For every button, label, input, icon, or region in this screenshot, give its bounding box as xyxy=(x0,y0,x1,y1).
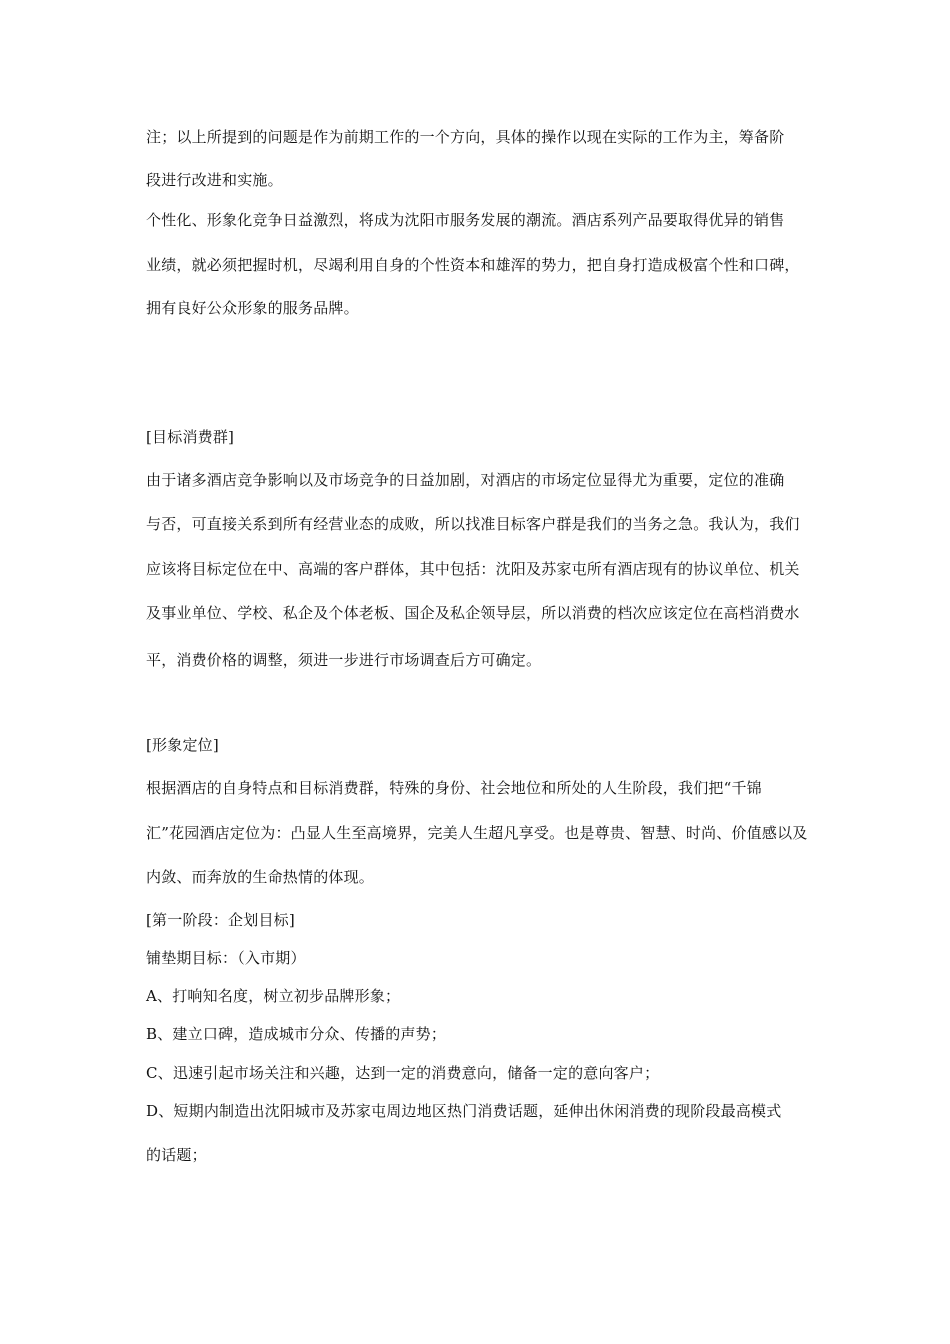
intro-line-1: 个性化、形象化竞争日益激烈，将成为沈阳市服务发展的潮流。酒店系列产品要取得优异的销售 xyxy=(146,211,785,229)
phase-one-subheading: 铺垫期目标：（入市期） xyxy=(146,949,306,967)
phase-one-item-a: A、打响知名度，树立初步品牌形象； xyxy=(146,987,401,1005)
image-positioning-line-1: 根据酒店的自身特点和目标消费群，特殊的身份、社会地位和所处的人生阶段，我们把“千锦 xyxy=(146,779,762,797)
image-positioning-heading: [形象定位] xyxy=(146,736,219,754)
target-group-line-2: 与否，可直接关系到所有经营业态的成败，所以找准目标客户群是我们的当务之急。我认为，我们 xyxy=(146,515,800,533)
note-line-1: 注；以上所提到的问题是作为前期工作的一个方向，具体的操作以现在实际的工作为主，筹备阶 xyxy=(146,128,785,146)
phase-one-item-d: D、短期内制造出沈阳城市及苏家屯周边地区热门消费话题，延伸出休闲消费的现阶段最高模式 xyxy=(146,1102,782,1120)
target-group-heading: [目标消费群] xyxy=(146,428,235,446)
phase-one-item-d-continued: 的话题； xyxy=(146,1146,207,1164)
image-positioning-line-2: 汇”花园酒店定位为：凸显人生至高境界，完美人生超凡享受。也是尊贵、智慧、时尚、价值感以及 xyxy=(146,824,808,842)
intro-line-3: 拥有良好公众形象的服务品牌。 xyxy=(146,299,359,317)
phase-one-item-b: B、建立口碑，造成城市分众、传播的声势； xyxy=(146,1025,447,1043)
intro-line-2: 业绩，就必须把握时机，尽竭利用自身的个性资本和雄浑的势力，把自身打造成极富个性和口碑， xyxy=(146,256,800,274)
target-group-line-4: 及事业单位、学校、私企及个体老板、国企及私企领导层，所以消费的档次应该定位在高档消费水 xyxy=(146,604,800,622)
note-line-2: 段进行改进和实施。 xyxy=(146,171,283,189)
target-group-line-5: 平，消费价格的调整，须进一步进行市场调查后方可确定。 xyxy=(146,651,542,669)
target-group-line-1: 由于诸多酒店竞争影响以及市场竞争的日益加剧，对酒店的市场定位显得尤为重要，定位的准确 xyxy=(146,471,785,489)
target-group-line-3: 应该将目标定位在中、高端的客户群体，其中包括：沈阳及苏家屯所有酒店现有的协议单位、机关 xyxy=(146,560,800,578)
phase-one-item-c: C、迅速引起市场关注和兴趣，达到一定的消费意向，储备一定的意向客户； xyxy=(146,1064,660,1082)
phase-one-heading: [第一阶段：企划目标] xyxy=(146,911,295,929)
image-positioning-line-3: 内敛、而奔放的生命热情的体现。 xyxy=(146,868,375,886)
